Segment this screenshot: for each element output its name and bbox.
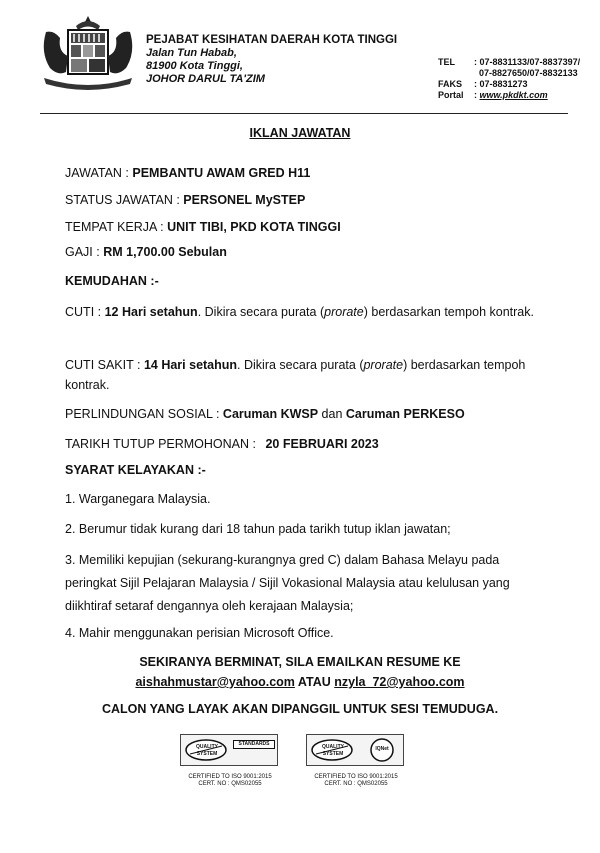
- email-mid: ATAU: [294, 675, 335, 689]
- jawatan-label: JAWATAN :: [65, 166, 133, 180]
- syarat-item-3: 3. Memiliki kepujian (sekurang-kurangnya gred C) dalam Bahasa Melayu pada peringkat Sijil Pelajaran Malaysia / Sijil Vokasional Malaysia atau kelulusan yang diikhtiraf setaraf dengannya oleh kerajaan Malaysia;: [65, 553, 510, 613]
- cuti-sakit-rest-1: . Dikira secara purata (: [237, 358, 364, 372]
- perlindungan-bold-1: Caruman KWSP: [222, 407, 319, 421]
- cuti-sakit-bold: 14 Hari setahun: [143, 358, 238, 372]
- address-line-2: 81900 Kota Tinggi,: [146, 60, 243, 72]
- cert-1-line-2: CERT. NO : QMS02055: [198, 781, 262, 787]
- perlindungan-line: [65, 406, 465, 423]
- kemudahan-heading: [65, 273, 159, 290]
- jawatan-value: PEMBANTU AWAM GRED H11: [132, 166, 311, 180]
- portal-link[interactable]: www.pkdkt.com: [479, 90, 548, 100]
- faks-label: FAKS: [438, 79, 463, 89]
- email-link-1[interactable]: aishahmustar@yahoo.com: [135, 675, 295, 689]
- portal-label: Portal: [438, 90, 464, 100]
- cert-1-badge-a: QUALITY SYSTEM: [196, 744, 218, 757]
- gaji-label: GAJI :: [65, 245, 104, 259]
- cert-2-badge-a: QUALITY SYSTEM: [322, 744, 344, 757]
- cuti-sakit-rest-2: ) berdasarkan tempoh kontrak.: [65, 358, 526, 392]
- header-divider: [40, 113, 568, 114]
- address-line-3: JOHOR DARUL TA'ZIM: [146, 73, 265, 85]
- cert-1-line-1: CERTIFIED TO ISO 9001:2015: [188, 774, 272, 780]
- tarikh-label: TARIKH TUTUP PERMOHONAN :: [65, 437, 260, 451]
- cert-1-badge-b: STANDARDS: [233, 740, 275, 749]
- syarat-item-4: 4. Mahir menggunakan perisian Microsoft Office.: [65, 626, 334, 640]
- status-value: PERSONEL MySTEP: [183, 193, 306, 207]
- cuti-label: CUTI :: [65, 305, 105, 319]
- portal-colon: :: [474, 90, 480, 100]
- tarikh-value: 20 FEBRUARI 2023: [265, 437, 379, 451]
- status-label: STATUS JAWATAN :: [65, 193, 184, 207]
- cuti-sakit-label: CUTI SAKIT :: [65, 358, 144, 372]
- cert-block-2: [306, 734, 406, 796]
- perlindungan-label: PERLINDUNGAN SOSIAL :: [65, 407, 223, 421]
- cert-badge-2: [306, 734, 404, 766]
- cuti-paragraph: [65, 302, 555, 322]
- tempat-label: TEMPAT KERJA :: [65, 220, 168, 234]
- syarat-item-2: 2. Berumur tidak kurang dari 18 tahun pada tarikh tutup iklan jawatan;: [65, 522, 451, 536]
- cert-block-1: [180, 734, 280, 796]
- faks-value: : 07-8831273: [474, 79, 528, 89]
- portal-line: [474, 90, 548, 101]
- perlindungan-bold-2: Caruman PERKESO: [345, 407, 465, 421]
- syarat-heading-text: SYARAT KELAYAKAN :-: [65, 463, 206, 477]
- cuti-bold: 12 Hari setahun: [104, 305, 198, 319]
- cert-2-line-2: CERT. NO : QMS02055: [324, 781, 388, 787]
- cuti-sakit-italic: prorate: [363, 358, 404, 372]
- cuti-italic: prorate: [324, 305, 364, 319]
- cuti-rest-2: ) berdasarkan tempoh kontrak.: [363, 305, 534, 319]
- tempat-line: [65, 219, 341, 236]
- gaji-value: RM 1,700.00 Sebulan: [103, 245, 227, 259]
- org-name: PEJABAT KESIHATAN DAERAH KOTA TINGGI: [146, 34, 398, 46]
- tel-value-2: 07-8827650/07-8832133: [479, 68, 578, 78]
- cert-2-line-1: CERTIFIED TO ISO 9001:2015: [314, 774, 398, 780]
- tel-label: TEL: [438, 57, 455, 67]
- tempat-value: UNIT TIBI, PKD KOTA TINGGI: [167, 220, 341, 234]
- tel-value-1: : 07-8831133/07-8837397/: [474, 57, 581, 67]
- notice-title: IKLAN JAWATAN: [249, 126, 351, 140]
- email-line: [0, 675, 600, 689]
- cert-badge-1: [180, 734, 278, 766]
- syarat-heading: [65, 462, 206, 479]
- syarat-item-1: 1. Warganegara Malaysia.: [65, 492, 211, 506]
- contact-block: [438, 57, 598, 101]
- cert-2-badge-b: IQNet: [375, 746, 389, 752]
- gaji-line: [65, 244, 227, 261]
- email-link-2[interactable]: nzyla_72@yahoo.com: [334, 675, 465, 689]
- kemudahan-heading-text: KEMUDAHAN :-: [65, 274, 159, 288]
- status-line: [65, 192, 305, 209]
- closing-instruction: SEKIRANYA BERMINAT, SILA EMAILKAN RESUME KE: [139, 655, 461, 669]
- tarikh-line: [65, 436, 379, 453]
- crest-emblem: [36, 12, 140, 96]
- perlindungan-mid: dan: [318, 407, 346, 421]
- address-line-1: Jalan Tun Habab,: [146, 47, 237, 59]
- cuti-rest-1: . Dikira secara purata (: [197, 305, 325, 319]
- closing-interview: CALON YANG LAYAK AKAN DIPANGGIL UNTUK SESI TEMUDUGA.: [101, 702, 499, 716]
- jawatan-line: [65, 165, 310, 182]
- cuti-sakit-paragraph: [65, 355, 555, 395]
